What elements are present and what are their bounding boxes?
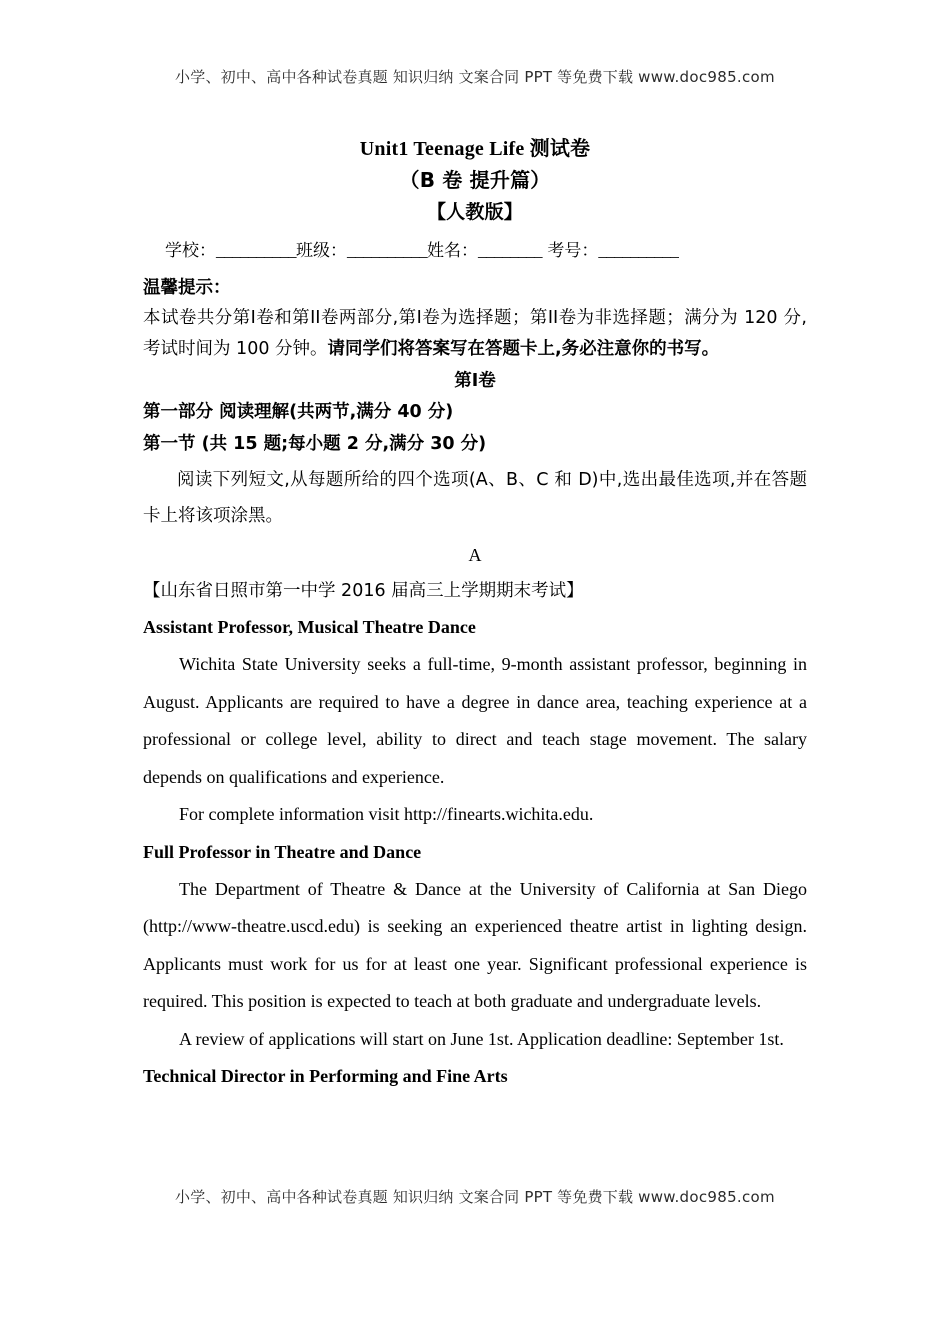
job-heading-3: Technical Director in Performing and Fine Arts [143,1066,508,1086]
passage-letter-a: A [468,545,482,565]
job-1-paragraph-2: For complete information visit http://finearts.wichita.edu. [179,804,594,824]
footer-watermark-url: www.doc985.com [638,1188,775,1206]
document-title-line-2 [143,165,807,197]
tip-body-bold: 请同学们将答案写在答题卡上,务必注意你的书写。 [327,339,720,359]
name-label: 姓名： [427,241,478,261]
passage-source: 【山东省日照市第一中学 2016 届高三上学期期末考试】 [143,581,584,601]
student-info-row [143,237,807,265]
header-watermark [0,66,950,87]
job-2-paragraph-2: A review of applications will start on June 1st. Application deadline: September 1st. [179,1028,784,1049]
footer-watermark-text: 小学、初中、高中各种试卷真题 知识归纳 文案合同 PPT 等免费下载 [175,1188,634,1206]
document-subtitle: （B 卷 提升篇） [399,168,551,192]
document-title-line-1 [143,133,807,165]
school-blank[interactable]: __________ [216,241,296,260]
footer-watermark [0,1186,950,1207]
section-one-heading: 第一节 (共 15 题;每小题 2 分,满分 30 分) [143,434,487,454]
document-title-cn: 测试卷 [529,136,591,160]
header-watermark-url: www.doc985.com [638,68,775,86]
class-label: 班级： [296,241,347,261]
job-1-paragraph-1: Wichita State University seeks a full-time, 9-month assistant professor, beginning in August. Applicants are required to have a degree in dance area, teaching experience at a professional or college level, ability to direct and teach stage movement. The salary depends on qualifications and experience. [143,654,807,787]
document-title-en: Unit1 Teenage Life [359,138,530,160]
part-one-heading: 第一部分 阅读理解(共两节,满分 40 分) [143,402,454,422]
tip-title: 温馨提示： [143,278,231,298]
paper-part-label: 第I卷 [454,371,496,391]
exam-no-blank[interactable]: __________ [598,241,679,260]
job-heading-1: Assistant Professor, Musical Theatre Dance [143,617,476,637]
document-content [143,130,807,1095]
header-watermark-text: 小学、初中、高中各种试卷真题 知识归纳 文案合同 PPT 等免费下载 [175,68,634,86]
exam-no-label: 考号： [547,241,599,261]
name-blank[interactable]: ________ [478,241,542,260]
tip-body-regular: 本试卷共分第I卷和第II卷两部分,第I卷为选择题；第II卷为非选择题；满分为 120 分,考试时间为 100 分钟。 [143,308,807,359]
job-2-paragraph-1: The Department of Theatre & Dance at the University of California at San Diego (http://www-theatre.uscd.edu) is seeking an experienced theatre artist in lighting design. Applicants must work for us for at least one year. Significant professional experience is required. This position is expected to teach at both graduate and undergraduate levels. [143,878,807,1011]
document-edition: 【人教版】 [426,201,523,223]
school-label: 学校： [165,241,216,261]
reading-instruction: 阅读下列短文,从每题所给的四个选项(A、B、C 和 D)中,选出最佳选项,并在答题卡上将该项涂黑。 [143,470,807,526]
class-blank[interactable]: __________ [347,241,427,260]
document-title-line-3 [143,197,807,228]
tip-body [143,303,807,365]
job-heading-2: Full Professor in Theatre and Dance [143,841,422,862]
